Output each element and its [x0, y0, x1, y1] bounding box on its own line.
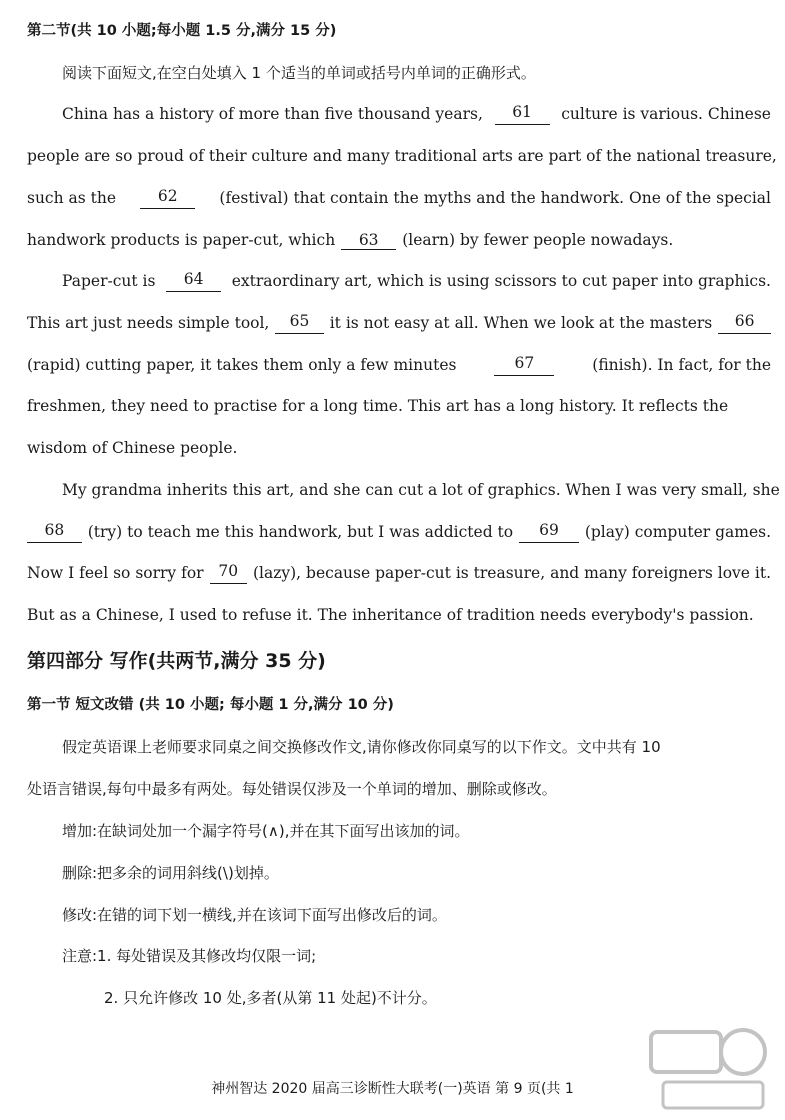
text-segment: (learn) by fewer people nowadays.	[402, 231, 674, 249]
passage-line	[27, 604, 771, 626]
text-segment: My grandma inherits this art, and she can cut a lot of graphics. When I was very small, she	[62, 481, 780, 499]
blank-67[interactable]: 67	[494, 354, 554, 376]
text-segment: handwork products is paper-cut, which	[27, 231, 336, 249]
note-line-1: 注意:1. 每处错误及其修改均仅限一词;	[62, 947, 317, 965]
blank-69[interactable]: 69	[519, 521, 579, 543]
watermark-logo-icon	[643, 1020, 773, 1115]
part-4-heading: 第四部分 写作(共两节,满分 35 分)	[27, 650, 326, 672]
blank-64[interactable]: 64	[166, 270, 221, 292]
text-segment: This art just needs simple tool,	[27, 314, 270, 332]
passage-line	[27, 229, 673, 251]
blank-61[interactable]: 61	[495, 103, 550, 125]
passage-line	[27, 187, 771, 209]
text-segment: (finish). In fact, for the	[592, 356, 771, 374]
blank-66[interactable]: 66	[718, 312, 771, 334]
blank-63[interactable]: 63	[341, 231, 396, 250]
correction-intro-line-1: 假定英语课上老师要求同桌之间交换修改作文,请你修改你同桌写的以下作文。文中共有 10	[62, 738, 661, 756]
passage-line	[27, 437, 237, 459]
text-segment: Now I feel so sorry for	[27, 564, 204, 582]
text-segment: But as a Chinese, I used to refuse it. The inheritance of tradition needs everybody's passion.	[27, 606, 754, 624]
text-segment: (lazy), because paper-cut is treasure, and many foreigners love it.	[252, 564, 771, 582]
text-segment: (rapid) cutting paper, it takes them only a few minutes	[27, 356, 457, 374]
passage-line	[27, 312, 771, 334]
passage-line	[27, 145, 777, 167]
passage-line	[27, 521, 771, 543]
text-segment: Paper-cut is	[62, 272, 156, 290]
blank-68[interactable]: 68	[27, 521, 82, 543]
text-segment: (festival) that contain the myths and the handwork. One of the special	[219, 189, 771, 207]
rule-delete: 删除:把多余的词用斜线(\)划掉。	[62, 864, 279, 882]
text-segment: people are so proud of their culture and many traditional arts are part of the national treasure,	[27, 147, 777, 165]
section-2-instruction: 阅读下面短文,在空白处填入 1 个适当的单词或括号内单词的正确形式。	[62, 64, 536, 82]
text-segment: extraordinary art, which is using scissors to cut paper into graphics.	[231, 272, 771, 290]
passage-line	[62, 479, 780, 501]
passage-line	[27, 354, 771, 376]
passage-line	[27, 562, 771, 584]
text-segment: (try) to teach me this handwork, but I was addicted to	[87, 523, 514, 541]
section-2-heading: 第二节(共 10 小题;每小题 1.5 分,满分 15 分)	[27, 23, 337, 39]
rule-modify: 修改:在错的词下划一横线,并在该词下面写出修改后的词。	[62, 906, 447, 924]
text-segment: culture is various. Chinese	[561, 105, 771, 123]
passage-line	[62, 103, 771, 125]
correction-intro-line-2: 处语言错误,每句中最多有两处。每处错误仅涉及一个单词的增加、删除或修改。	[27, 780, 557, 798]
passage-line	[27, 395, 771, 417]
blank-62[interactable]: 62	[140, 187, 195, 209]
page-footer: 神州智达 2020 届高三诊断性大联考(一)英语 第 9 页(共 1	[211, 1081, 574, 1097]
text-segment: freshmen, they need to practise for a long time. This art has a long history. It reflects the	[27, 397, 729, 415]
text-segment: (play) computer games.	[584, 523, 771, 541]
passage-line	[62, 270, 771, 292]
text-segment: it is not easy at all. When we look at the masters	[329, 314, 713, 332]
part-4-section-1-heading: 第一节 短文改错 (共 10 小题; 每小题 1 分,满分 10 分)	[27, 697, 394, 713]
blank-70[interactable]: 70	[210, 562, 247, 584]
text-segment: China has a history of more than five thousand years,	[62, 105, 483, 123]
note-line-2: 2. 只允许修改 10 处,多者(从第 11 处起)不计分。	[104, 989, 437, 1007]
text-segment: such as the	[27, 189, 117, 207]
text-segment: wisdom of Chinese people.	[27, 439, 238, 457]
rule-add: 增加:在缺词处加一个漏字符号(∧),并在其下面写出该加的词。	[62, 822, 470, 840]
blank-65[interactable]: 65	[275, 312, 323, 334]
